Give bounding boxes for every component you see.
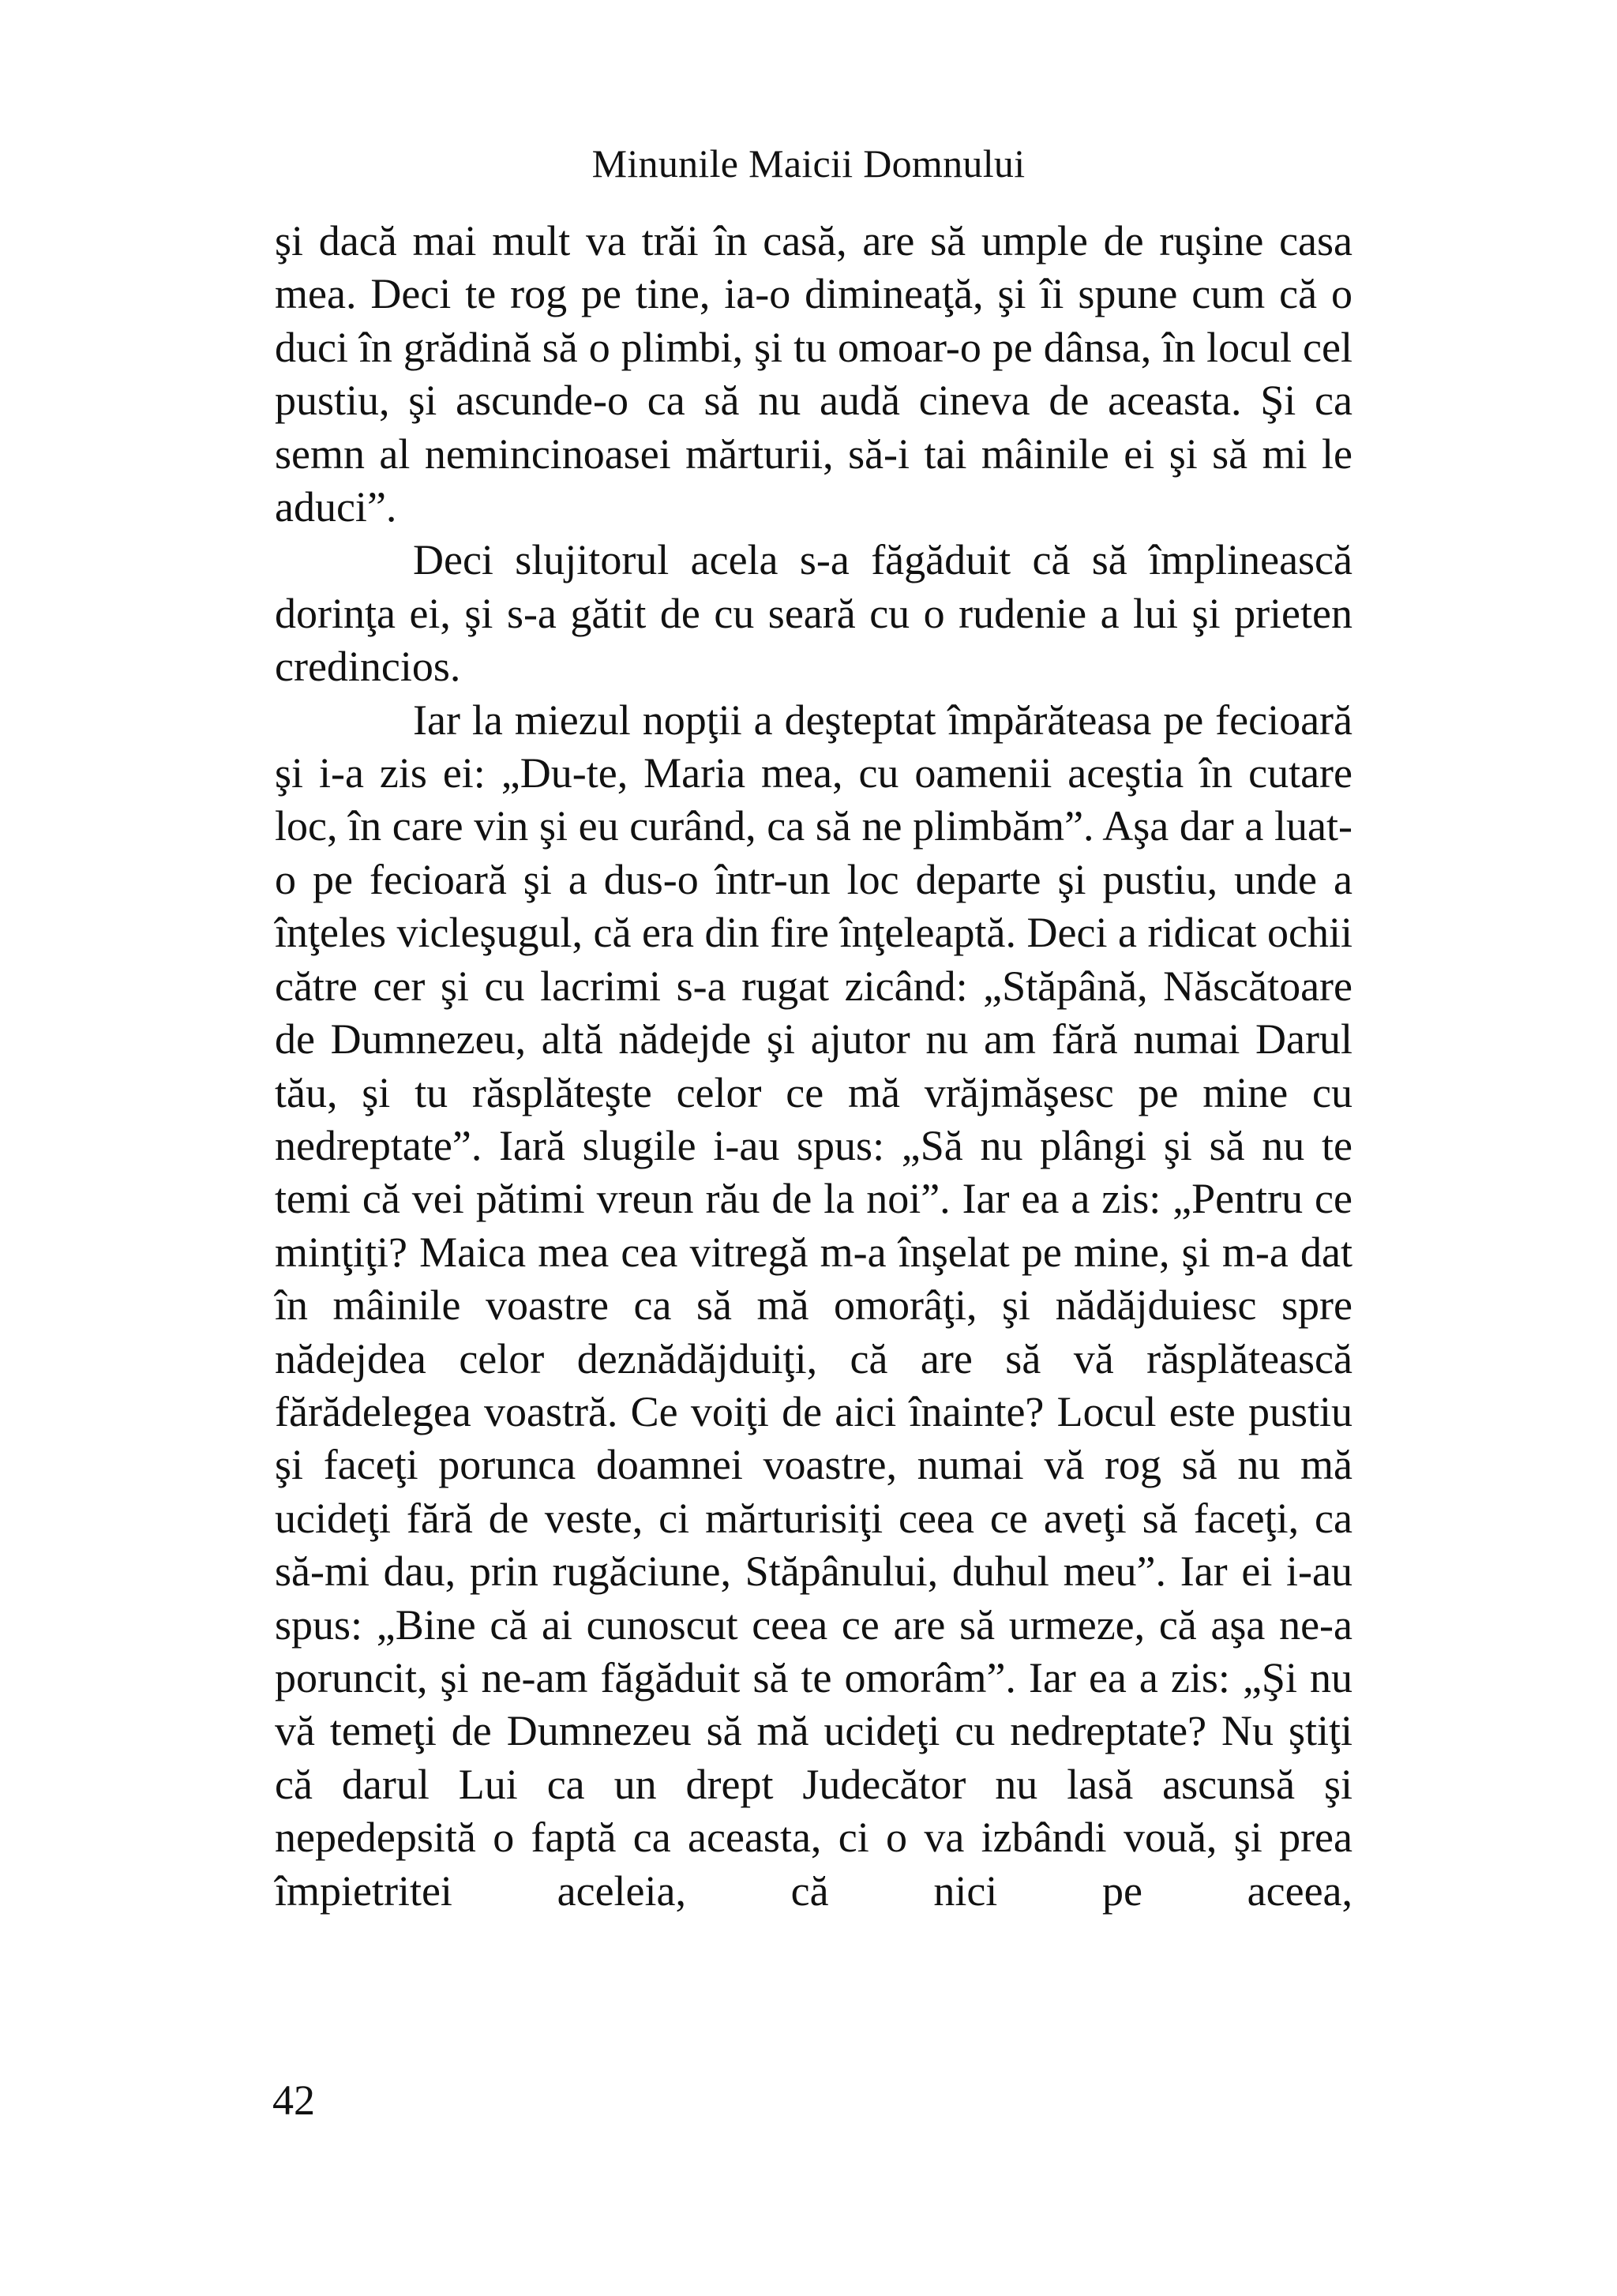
paragraph-continued: şi dacă mai mult va trăi în casă, are să umple de ruşine casa mea. Deci te rog pe tine, ia-o dimineaţă, şi îi spune cum că o duci în grădină să o plimbi, şi tu omoar-o pe dânsa, în locul cel pustiu, şi ascunde-o ca să nu audă cineva de aceasta. Şi ca semn al nemincinoasei mărturii, să-i tai mâinile ei şi să mi le aduci”. [275, 217, 1353, 531]
running-header-title: Minunile Maicii Domnului [591, 141, 1026, 186]
paragraph-midnight-dialogue: Iar la miezul nopţii a deşteptat împărăteasa pe fecioară şi i-a zis ei: „Du-te, Maria mea, cu oamenii aceştia în cutare loc, în care vin şi eu curând, ca să ne plimbăm”. Aşa dar a luat-o pe fecioară şi a dus-o într-un loc departe şi pustiu, unde a înţeles vicleşugul, că era din fire înţeleaptă. Deci a ridicat ochii către cer şi cu lacrimi s-a rugat zicând: „Stăpână, Născătoare de Dumnezeu, altă nădejde şi ajutor nu am fără numai Darul tău, şi tu răsplăteşte celor ce mă vrăjmăşesc pe mine cu nedreptate”. Iară slugile i-au spus: „Să nu plângi şi să nu te temi că vei pătimi vreun rău de la noi”. Iar ea a zis: „Pentru ce minţiţi? Maica mea cea vitregă m-a înşelat pe mine, şi m-a dat în mâinile voastre ca să mă omorâţi, şi nădăjduiesc spre nădejdea celor deznădăjduiţi, că are să vă răsplătească fărădelegea voastră. Ce voiţi de aici înainte? Locul este pustiu şi faceţi porunca doamnei voastre, numai vă rog să nu mă ucideţi fără de veste, ci mărturisiţi ceea ce aveţi să faceţi, ca să-mi dau, prin rugăciune, Stăpânului, duhul meu”. Iar ei i-au spus: „Bine că ai cunoscut ceea ce are să urmeze, că aşa ne-a poruncit, şi ne-am făgăduit să te omorâm”. Iar ea a zis: „Şi nu vă temeţi de Dumnezeu să mă ucideţi cu nedreptate? Nu ştiţi că darul Lui ca un drept Judecător nu lasă ascunsă şi nepedepsită o faptă ca aceasta, ci o va izbândi vouă, şi prea împietritei aceleia, că nici pe aceea, [275, 696, 1353, 1915]
body-text [275, 215, 1353, 1918]
page-number: 42 [272, 2077, 315, 2124]
paragraph-servant-promise: Deci slujitorul acela s-a făgăduit că să împlinească dorinţa ei, şi s-a gătit de cu seară cu o rudenie a lui şi prieten credincios. [275, 536, 1353, 691]
